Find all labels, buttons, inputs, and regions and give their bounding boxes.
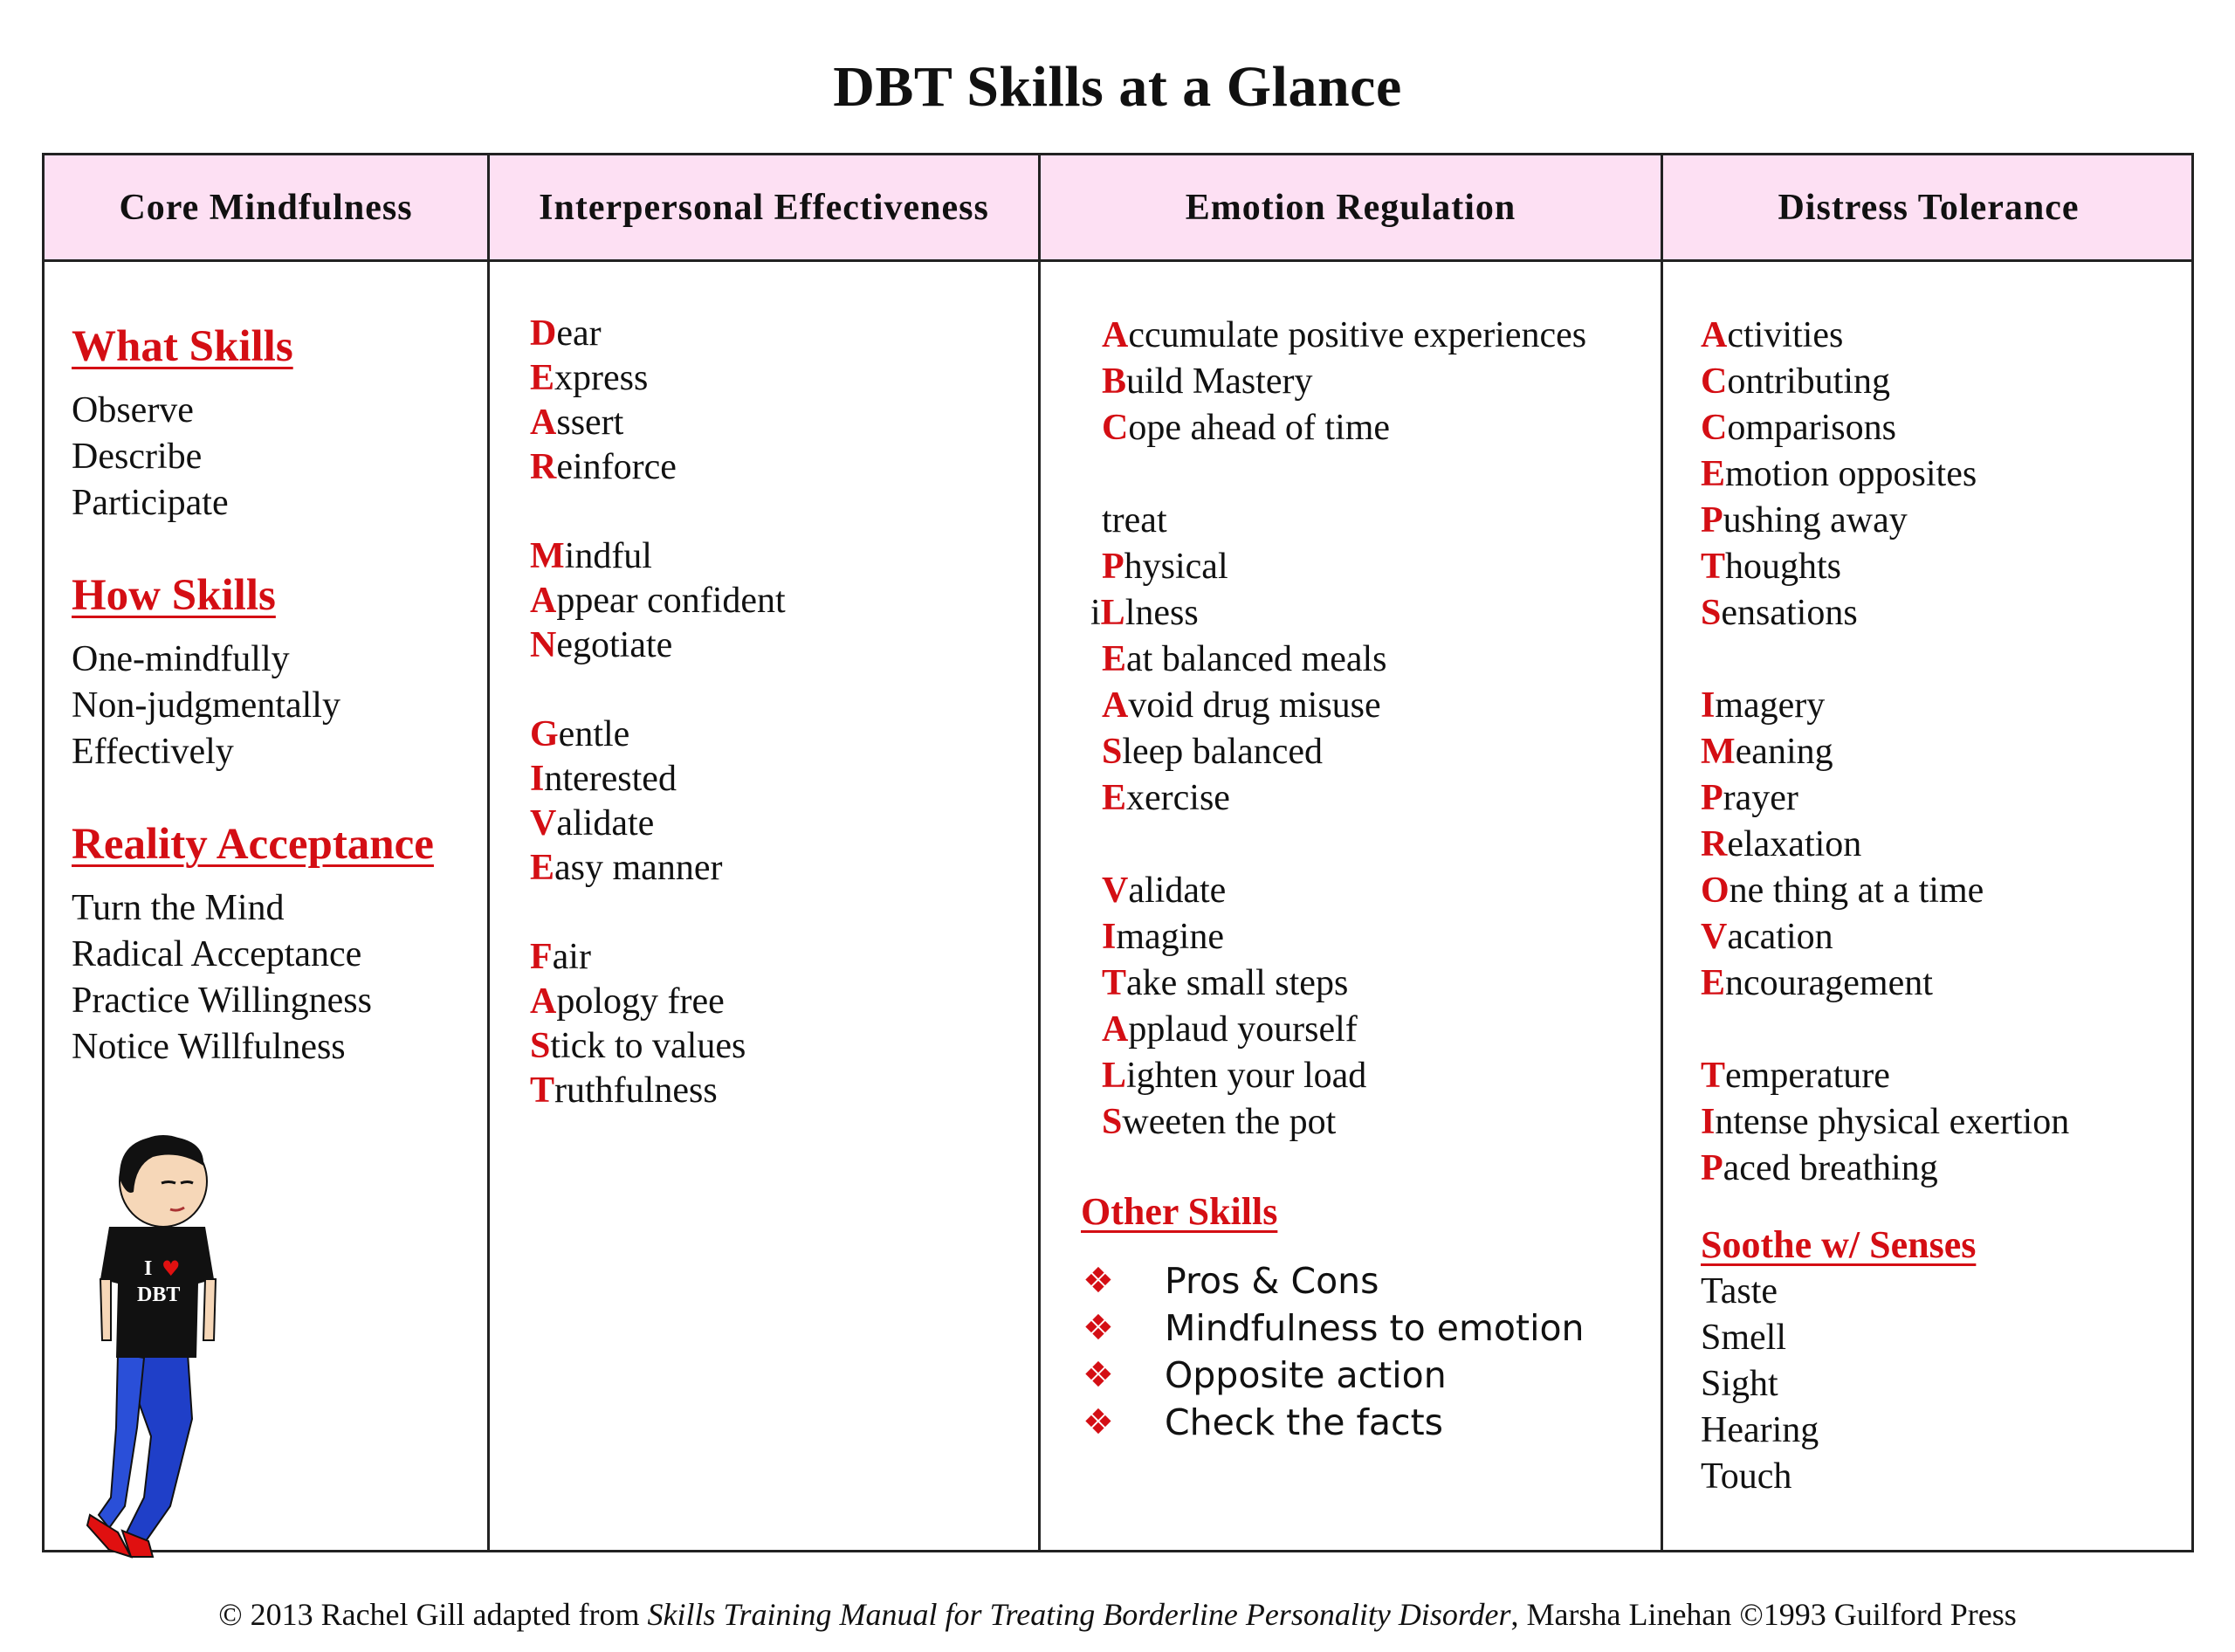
column-divider <box>487 155 490 1550</box>
other-skills-section <box>1081 1189 1277 1234</box>
diamond-bullet-icon: ❖ <box>1083 1355 1114 1395</box>
list-item: Cope ahead of time <box>1102 408 1391 448</box>
list-item: Pushing away <box>1701 500 1908 540</box>
list-item: Dear <box>530 313 602 354</box>
list-item: Non-judgmentally <box>72 685 340 726</box>
list-item: Truthfulness <box>530 1070 718 1111</box>
list-item: Paced breathing <box>1701 1148 1938 1188</box>
list-item: Accumulate positive experiences <box>1102 315 1587 355</box>
section-title-what-skills: What Skills <box>72 322 293 371</box>
list-item: Assert <box>530 403 624 443</box>
list-item: Easy manner <box>530 848 723 888</box>
list-item: Validate <box>1102 871 1227 911</box>
column-divider <box>1038 155 1041 1550</box>
header-core-mindfulness: Core Mindfulness <box>119 187 413 228</box>
header-emotion-regulation: Emotion Regulation <box>1185 187 1516 228</box>
list-item: Avoid drug misuse <box>1102 685 1381 726</box>
list-item: Activities <box>1701 315 1844 355</box>
list-item: Appear confident <box>530 581 786 621</box>
list-item: Physical <box>1102 547 1228 587</box>
list-item: Take small steps <box>1102 963 1349 1003</box>
section-title-other-skills: Other Skills <box>1081 1190 1278 1233</box>
list-item: Observe <box>72 390 194 430</box>
list-item: Participate <box>72 483 229 523</box>
list-item: Encouragement <box>1701 963 1933 1003</box>
list-item: ❖ Check the facts <box>1083 1399 1585 1446</box>
list-item: Imagine <box>1102 917 1224 957</box>
column-divider <box>1661 155 1663 1550</box>
list-item: Mindful <box>530 536 652 576</box>
list-item: Comparisons <box>1701 408 1896 448</box>
list-item: Apology free <box>530 981 725 1022</box>
list-item: Radical Acceptance <box>72 934 362 974</box>
list-item: Imagery <box>1701 685 1826 726</box>
emotion-regulation-column <box>1090 313 1587 1146</box>
distress-tolerance-column <box>1701 313 2069 1500</box>
list-item: Reinforce <box>530 447 677 487</box>
page-title: DBT Skills at a Glance <box>833 55 1402 119</box>
list-item: Sight <box>1701 1364 1778 1404</box>
core-mindfulness-column <box>72 321 434 1070</box>
list-item: ❖ Opposite action <box>1083 1352 1585 1399</box>
list-item: Stick to values <box>530 1026 746 1066</box>
list-item: Temperature <box>1701 1056 1890 1096</box>
header-divider <box>45 259 2191 262</box>
list-item: Effectively <box>72 732 234 772</box>
list-item: Thoughts <box>1701 547 1842 587</box>
list-item: Lighten your load <box>1102 1056 1367 1096</box>
list-item: Validate <box>530 803 655 843</box>
list-item: Emotion opposites <box>1701 454 1977 494</box>
boy-illustration <box>83 1131 240 1559</box>
list-item: Negotiate <box>530 625 673 665</box>
list-item: Relaxation <box>1701 824 1862 864</box>
list-item: Eat balanced meals <box>1102 639 1387 679</box>
list-item: Interested <box>530 759 677 799</box>
list-item: Hearing <box>1701 1410 1819 1450</box>
list-item: Contributing <box>1701 361 1891 402</box>
list-item: Smell <box>1701 1318 1787 1358</box>
interpersonal-column <box>530 312 786 1113</box>
section-title-reality-acceptance: Reality Acceptance <box>72 820 434 869</box>
section-title-how-skills: How Skills <box>72 571 276 620</box>
list-item: treat <box>1102 500 1167 540</box>
section-title-soothe-senses: Soothe w/ Senses <box>1701 1223 1977 1266</box>
list-item: Sleep balanced <box>1102 732 1324 772</box>
list-item: Prayer <box>1701 778 1798 818</box>
tshirt-text-dbt: DBT <box>137 1284 181 1306</box>
diamond-bullet-icon: ❖ <box>1083 1261 1114 1301</box>
list-item: Meaning <box>1701 732 1833 772</box>
list-item: iLlness <box>1090 593 1199 633</box>
list-item: Practice Willingness <box>72 981 372 1021</box>
list-item: Exercise <box>1102 778 1230 818</box>
list-item: Fair <box>530 937 591 977</box>
tshirt-text-i: I <box>144 1257 153 1280</box>
list-item: Build Mastery <box>1102 361 1313 402</box>
header-interpersonal-effectiveness: Interpersonal Effectiveness <box>539 187 989 228</box>
list-item: One thing at a time <box>1701 871 1984 911</box>
list-item: ❖ Mindfulness to emotion <box>1083 1304 1585 1352</box>
list-item: Sweeten the pot <box>1102 1102 1337 1142</box>
list-item: Taste <box>1701 1271 1778 1311</box>
list-item: Touch <box>1701 1456 1792 1497</box>
book-title: Skills Training Manual for Treating Borderline Personality Disorder <box>647 1597 1511 1632</box>
list-item: Describe <box>72 437 203 477</box>
heart-icon: ♥ <box>162 1256 181 1281</box>
list-item: One-mindfully <box>72 639 290 679</box>
list-item: Gentle <box>530 714 630 754</box>
list-item: Express <box>530 358 649 398</box>
diamond-bullet-icon: ❖ <box>1083 1308 1114 1348</box>
other-skills-list <box>1083 1257 1585 1446</box>
list-item: Turn the Mind <box>72 888 285 928</box>
list-item: ❖ Pros & Cons <box>1083 1257 1585 1304</box>
list-item: Vacation <box>1701 917 1833 957</box>
copyright-footer: © 2013 Rachel Gill adapted from Skills Training Manual for Treating Borderline Personality Disorder, Marsha Linehan ©1993 Guilford Press <box>218 1597 2017 1632</box>
list-item: Applaud yourself <box>1102 1009 1358 1050</box>
list-item: Sensations <box>1701 593 1858 633</box>
list-item: Notice Willfulness <box>72 1027 346 1067</box>
list-item: Intense physical exertion <box>1701 1102 2070 1142</box>
header-distress-tolerance: Distress Tolerance <box>1778 187 2080 228</box>
diamond-bullet-icon: ❖ <box>1083 1402 1114 1442</box>
